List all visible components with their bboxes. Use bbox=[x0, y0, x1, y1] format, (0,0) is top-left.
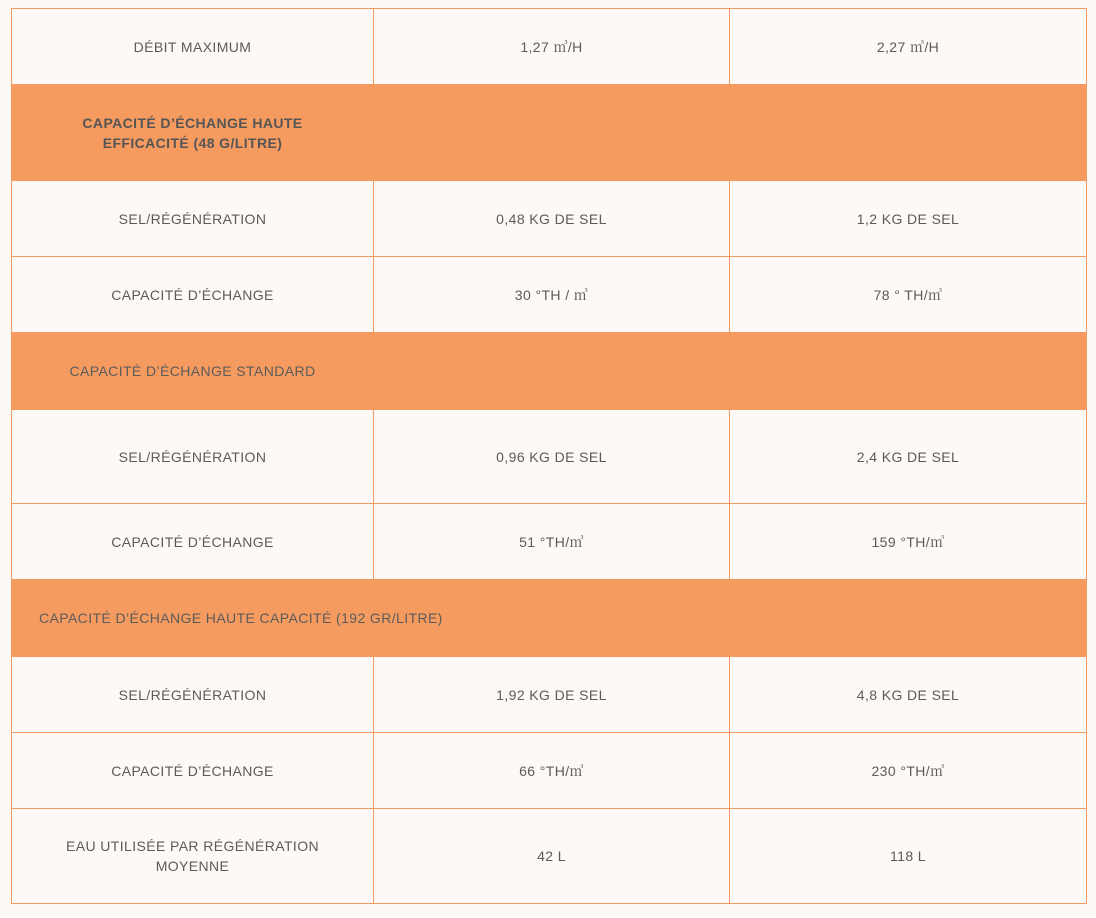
row-label: CAPACITÉ D’ÉCHANGE bbox=[12, 257, 374, 333]
row-label: CAPACITÉ D’ÉCHANGE bbox=[12, 504, 374, 580]
section-header-line: EFFICACITÉ (48 G/LITRE) bbox=[102, 134, 283, 151]
cell-value: 2,27 ㎥/H bbox=[730, 9, 1087, 85]
cell-value: 118 L bbox=[730, 809, 1087, 904]
row-label bbox=[12, 809, 374, 904]
row-label: SEL/RÉGÉNÉRATION bbox=[12, 181, 374, 257]
table-row-hc-capacity bbox=[12, 733, 1087, 809]
cell-value: 0,96 KG DE SEL bbox=[374, 410, 730, 504]
section-header-label bbox=[82, 113, 302, 153]
row-label: CAPACITÉ D’ÉCHANGE bbox=[12, 733, 374, 809]
section-header-cell bbox=[730, 85, 1087, 181]
section-header-standard bbox=[12, 333, 1087, 410]
row-label: SEL/RÉGÉNÉRATION bbox=[12, 410, 374, 504]
section-header-line: CAPACITÉ D’ÉCHANGE HAUTE bbox=[82, 114, 303, 131]
cell-value: 159 °TH/㎥ bbox=[730, 504, 1087, 580]
row-label: SEL/RÉGÉNÉRATION bbox=[12, 657, 374, 733]
cell-value: 4,8 KG DE SEL bbox=[730, 657, 1087, 733]
section-header-cell bbox=[12, 580, 1087, 657]
section-header-label: CAPACITÉ D’ÉCHANGE STANDARD bbox=[69, 363, 316, 379]
cell-value: 42 L bbox=[374, 809, 730, 904]
cell-value: 1,92 KG DE SEL bbox=[374, 657, 730, 733]
cell-value: 66 °TH/㎥ bbox=[374, 733, 730, 809]
table-row-flow bbox=[12, 9, 1087, 85]
section-header-cell bbox=[374, 85, 730, 181]
row-label-line: EAU UTILISÉE PAR RÉGÉNÉRATION bbox=[65, 838, 320, 854]
table-row-he-capacity bbox=[12, 257, 1087, 333]
cell-value: 1,2 KG DE SEL bbox=[730, 181, 1087, 257]
table-row-hc-salt bbox=[12, 657, 1087, 733]
table-row-water bbox=[12, 809, 1087, 904]
cell-value: 230 °TH/㎥ bbox=[730, 733, 1087, 809]
cell-value: 0,48 KG DE SEL bbox=[374, 181, 730, 257]
table-row-std-salt bbox=[12, 410, 1087, 504]
section-header-cell bbox=[12, 85, 374, 181]
section-header-cell bbox=[374, 333, 730, 410]
row-label-line: MOYENNE bbox=[155, 858, 230, 874]
section-header-cell bbox=[12, 333, 374, 410]
cell-value: 30 °TH / ㎥ bbox=[374, 257, 730, 333]
section-header-cell bbox=[730, 333, 1087, 410]
table-row-std-capacity bbox=[12, 504, 1087, 580]
section-header-label: CAPACITÉ D’ÉCHANGE HAUTE CAPACITÉ (192 GR/LITRE) bbox=[39, 610, 443, 626]
spec-table bbox=[11, 8, 1087, 904]
section-header-high-efficiency bbox=[12, 85, 1087, 181]
cell-value: 51 °TH/㎥ bbox=[374, 504, 730, 580]
section-header-high-capacity bbox=[12, 580, 1087, 657]
table-row-he-salt bbox=[12, 181, 1087, 257]
cell-value: 78 ° TH/㎥ bbox=[730, 257, 1087, 333]
row-label: DÉBIT MAXIMUM bbox=[12, 9, 374, 85]
cell-value: 1,27 ㎥/H bbox=[374, 9, 730, 85]
cell-value: 2,4 KG DE SEL bbox=[730, 410, 1087, 504]
